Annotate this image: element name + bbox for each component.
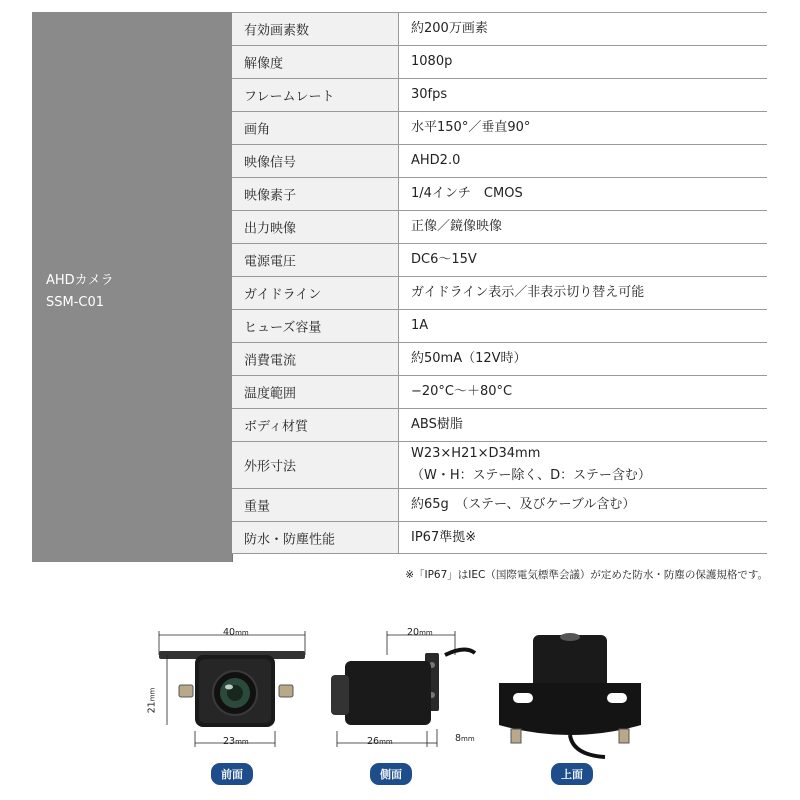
spec-value-line: （W・H：ステー除く、D：ステー含む） [411,468,651,483]
spec-label-cell [232,79,399,111]
spec-value-cell [399,489,767,521]
spec-value-line: 約200万画素 [411,21,488,36]
top-view [495,625,665,785]
front-body-dim: 23mm [223,736,249,747]
spec-label-cell [232,46,399,78]
spec-value-line: 1/4インチ CMOS [411,186,523,201]
spec-label: 防水・防塵性能 [244,532,336,547]
spec-value [411,18,488,40]
spec-label: 重量 [244,499,271,515]
spec-value-line: 30fps [411,87,448,102]
spec-label-cell [232,442,399,488]
spec-value-cell [399,310,767,342]
spec-label: 電源電圧 [244,254,297,270]
spec-label-cell [232,145,399,177]
spec-label: ボディ材質 [244,419,308,435]
spec-row [232,408,767,441]
spec-value [411,315,428,337]
spec-value-line: 1080p [411,54,453,69]
spec-value [411,282,644,304]
spec-value-cell [399,178,767,210]
spec-value [411,249,477,271]
spec-value-cell [399,376,767,408]
spec-row [232,488,767,521]
spec-label-cell [232,376,399,408]
spec-value-line: AHD2.0 [411,153,461,168]
spec-value [411,216,502,238]
spec-value-cell [399,211,767,243]
spec-label: 画角 [244,122,271,138]
spec-row [232,309,767,342]
spec-label: 映像素子 [244,188,297,204]
spec-value-cell [399,343,767,375]
spec-label-cell [232,310,399,342]
spec-label: 消費電流 [244,353,297,369]
spec-value-line: 約50mA（12V時） [411,351,527,366]
spec-value-line: 1A [411,318,429,333]
spec-label: 出力映像 [244,221,297,237]
spec-label-cell [232,112,399,144]
front-height-dim: 21mm [146,687,158,714]
spec-value-line: DC6～15V [411,252,477,267]
spec-value-cell [399,522,767,553]
product-model: SSM-C01 [46,295,105,310]
spec-label-cell [232,489,399,521]
spec-value [411,51,452,73]
spec-label-cell [232,522,399,553]
top-view-drawing [495,625,665,760]
front-view [145,625,315,785]
spec-value-line: ABS樹脂 [411,417,463,432]
footnote: ※「IP67」はIEC（国際電気標準会議）が定めた防水・防塵の保護規格です。 [405,569,768,581]
side-bottom-dim: 26mm [367,736,393,747]
spec-row [232,177,767,210]
spec-row [232,78,767,111]
spec-label: 解像度 [244,56,284,72]
spec-value [411,150,460,172]
spec-value-cell [399,244,767,276]
spec-value-line: −20°C〜＋80°C [411,384,513,399]
spec-row [232,375,767,408]
side-depth-dim: 8mm [455,733,475,744]
spec-label: ヒューズ容量 [244,320,322,336]
spec-value-cell [399,442,767,488]
spec-row [232,144,767,177]
spec-row [232,521,767,554]
spec-value [411,348,527,370]
spec-row [232,12,767,45]
spec-row [232,45,767,78]
side-top-dim: 20mm [407,627,433,638]
product-name [46,270,114,314]
spec-value-line: W23×H21×D34mm [411,446,541,461]
spec-row [232,441,767,488]
front-view-badge: 前面 [211,763,253,785]
spec-value-line: IP67準拠※ [411,529,477,545]
spec-label-cell [232,343,399,375]
spec-value [411,381,512,403]
side-view-badge: 側面 [370,763,412,785]
spec-row [232,243,767,276]
top-view-badge: 上面 [551,763,593,785]
spec-value-line: 水平150°／垂直90° [411,120,531,135]
spec-value-cell [399,145,767,177]
spec-value-line: 約65g （ステー、及びケーブル含む） [411,497,636,512]
spec-value-cell [399,79,767,111]
spec-value [411,183,523,205]
spec-label: 映像信号 [244,155,297,171]
spec-label-cell [232,211,399,243]
spec-value [411,84,447,106]
spec-value-cell [399,409,767,441]
spec-value [411,494,635,516]
spec-label-cell [232,178,399,210]
spec-table [32,12,767,562]
spec-value-cell [399,112,767,144]
spec-label-cell [232,409,399,441]
spec-label: ガイドライン [244,287,322,303]
spec-value-line: ガイドライン表示／非表示切り替え可能 [411,285,645,300]
spec-row [232,342,767,375]
spec-value [411,414,463,436]
spec-label: 温度範囲 [244,386,297,402]
spec-label: フレームレート [244,89,335,105]
spec-row [232,276,767,309]
side-view [325,625,495,785]
spec-value [411,443,651,487]
front-width-dim: 40mm [223,627,249,638]
spec-value-cell [399,13,767,45]
spec-row [232,210,767,243]
spec-value-cell [399,46,767,78]
spec-label: 外形寸法 [244,459,297,475]
spec-value [411,527,476,549]
product-category: AHDカメラ [46,273,114,288]
spec-value-cell [399,277,767,309]
spec-label-cell [232,244,399,276]
spec-value-line: 正像／鏡像映像 [411,219,503,234]
product-name-cell [32,12,233,562]
spec-label: 有効画素数 [244,23,310,39]
spec-row [232,111,767,144]
spec-label-cell [232,277,399,309]
spec-label-cell [232,13,399,45]
spec-value [411,117,530,139]
